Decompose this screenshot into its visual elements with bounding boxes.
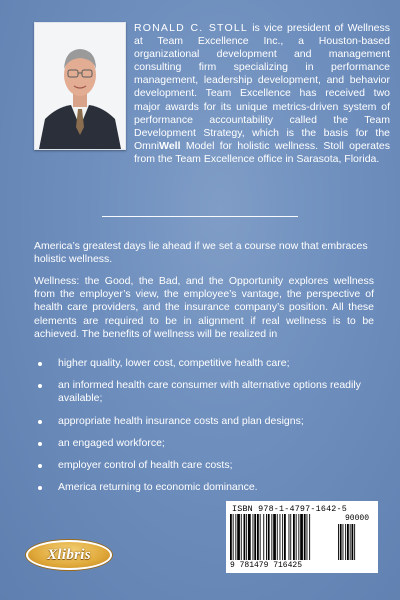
barcode-bar: [235, 514, 236, 560]
description-paragraph: Wellness: the Good, the Bad, and the Opportunity explores wellness from the employer’s view, the employee’s vantage, the perspective of health care providers, and the insurance company’s position. All these elements are required to be in alignment if real wellness is to be achieved. The benefits of wellness will be realized in: [34, 275, 374, 340]
barcode-bar: [284, 514, 286, 560]
list-item-text: an informed health care consumer with alternative options readily available;: [58, 379, 361, 405]
barcode-bar: [271, 514, 272, 560]
bullet-icon: [38, 420, 42, 424]
barcode-bar: [280, 514, 281, 560]
author-bio-text-1: is vice president of Wellness at Team Excellence Inc., a Houston-based organizational development and management consulting firm specializing in performance management, leadership development, and behavior development. Team Excellence has received two major awards for its unique metrics-driven system of performance accountability called the Team Development Strategy, which is the basis for the Omni: [134, 22, 390, 152]
list-item: [34, 357, 374, 370]
list-item-text: appropriate health insurance costs and plan designs;: [58, 414, 304, 427]
barcode-bar: [273, 514, 276, 560]
barcode-bar: [257, 514, 259, 560]
isbn-label: ISBN 978-1-4797-1642-5: [232, 504, 347, 514]
barcode-bar: [343, 524, 344, 560]
price-code: 90000: [344, 514, 369, 523]
barcode-bar: [260, 514, 261, 560]
barcode-bar: [300, 514, 303, 560]
publisher-logo: [26, 540, 112, 570]
barcode-bar: [338, 524, 339, 560]
bullet-icon: [38, 464, 42, 468]
barcode-bar: [241, 514, 242, 560]
ean-digits: 9 781479 716425: [230, 561, 303, 570]
barcode-bar: [244, 514, 246, 560]
barcode-bar: [282, 514, 283, 560]
list-item-text: higher quality, lower cost, competitive health care;: [58, 357, 290, 369]
barcode-bar: [289, 514, 290, 560]
barcode-bar: [354, 524, 355, 560]
author-bio-text-2: Model for holistic wellness. Stoll operates from the Team Excellence office in Sarasota, Florida.: [134, 139, 390, 165]
list-item: [34, 481, 374, 494]
barcode-bar: [340, 524, 342, 560]
list-item: [34, 379, 374, 405]
isbn-barcode: [226, 501, 378, 573]
barcode-bar: [290, 514, 291, 560]
section-divider: [102, 216, 298, 217]
barcode-bar: [263, 514, 264, 560]
author-name: RONALD C. STOLL: [134, 22, 248, 34]
barcode-bar: [309, 514, 310, 560]
barcode-bar: [307, 514, 308, 560]
bullet-icon: [38, 486, 42, 490]
barcode-bar: [233, 514, 234, 560]
bullet-icon: [38, 362, 42, 366]
barcode-bar: [277, 514, 278, 560]
author-bio: [10, 22, 390, 166]
barcode-bar: [347, 524, 349, 560]
list-item: [34, 415, 374, 428]
list-item: [34, 459, 374, 472]
bullet-icon: [38, 442, 42, 446]
list-item-text: America returning to economic dominance.: [58, 481, 258, 494]
barcode-bar: [345, 524, 346, 560]
list-item-text: an engaged workforce;: [58, 436, 165, 449]
intro-paragraph: America’s greatest days lie ahead if we set a course now that embraces holistic wellness.: [34, 240, 368, 266]
barcode-bar: [296, 514, 297, 560]
barcode-bar: [266, 514, 267, 560]
barcode-bar: [293, 514, 295, 560]
barcode-bar: [253, 514, 254, 560]
barcode-bar: [254, 514, 256, 560]
barcode-bar: [237, 514, 240, 560]
list-item-text: employer control of health care costs;: [58, 459, 233, 472]
barcode-bar: [248, 514, 251, 560]
publisher-logo-text: Xlibris: [47, 546, 91, 563]
bullet-icon: [38, 384, 42, 388]
brand-name-bold: Well: [159, 139, 181, 152]
barcode-bar: [230, 514, 232, 560]
barcode-bar: [268, 514, 270, 560]
barcode-bar: [350, 524, 351, 560]
list-item: [34, 437, 374, 450]
barcode-bar: [298, 514, 299, 560]
benefits-list: [34, 357, 374, 503]
barcode-bar: [246, 514, 247, 560]
barcode-bar: [304, 514, 306, 560]
barcode-bar: [352, 524, 354, 560]
photo-spacer: [10, 22, 134, 162]
